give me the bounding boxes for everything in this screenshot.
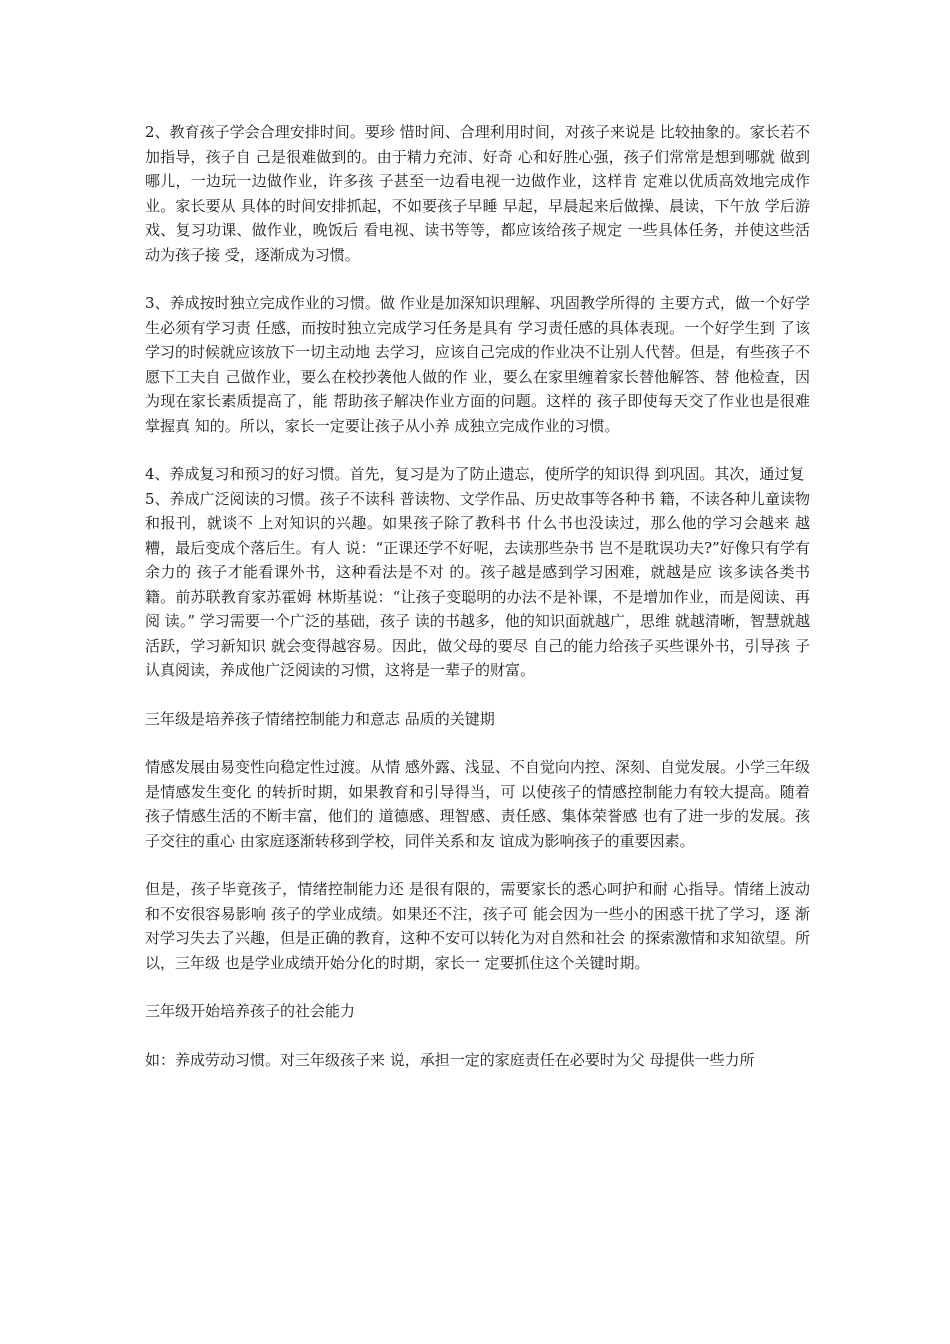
paragraph-emotion-control: 但是，孩子毕竟孩子，情绪控制能力还 是很有限的，需要家长的悉心呵护和耐 心指导。情绪上波动和不安很容易影响 孩子的学业成绩。如果还不注，孩子可 能会因为一些小的困惑干扰了学习，逐 渐对学习失去了兴趣，但是正确的教育，这种不安可以转化为对自然和社会 的探索激情和求知欲望。所以，三年级 也是学业成绩开始分化的时期，家长一 定要抓住这个关键时期。 [145,880,810,972]
paragraph-gap [145,1024,810,1048]
paragraph-labor-habit: 如：养成劳动习惯。对三年级孩子来 说，承担一定的家庭责任在必要时为父 母提供一些力所 [145,1050,755,1069]
paragraph-gap [145,683,810,707]
paragraph-gap [145,853,810,877]
paragraph-emotion-development: 情感发展由易变性向稳定性过渡。从情 感外露、浅显、不自觉向内控、深刻、自觉发展。小学三年级是情感发生变化 的转折时期，如果教育和引导得当，可 以使孩子的情感控制能力有较大提高。随着孩子情感生活的不断丰富，他们的 道德感、理智感、责任感、集体荣誉感 也有了进一步的发展。孩子交往的重心 由家庭逐渐转移到学校，同伴关系和友 谊成为影响孩子的重要因素。 [145,758,810,850]
paragraph-homework-habit: 3、养成按时独立完成作业的习惯。做 作业是加深知识理解、巩固教学所得的 主要方式，做一个好学生必须有学习责 任感，而按时独立完成学习任务是具有 学习责任感的具体表现。一个好学生到 了该学习的时候就应该放下一切主动地 去学习，应该自己完成的作业决不让别人代替。但是，有些孩子不愿下工夫自 己做作业，要么在校抄袭他人做的作 业，要么在家里缠着家长替他解答、替 他检查，因为现在家长素质提高了，能 帮助孩子解决作业方面的问题。这样的 孩子即使每天交了作业也是很难掌握真 知的。所以，家长一定要让孩子从小养 成独立完成作业的习惯。 [145,294,810,435]
document-body [145,120,810,1072]
paragraph-gap [145,438,810,462]
section-heading-social: 三年级开始培养孩子的社会能力 [145,1002,356,1020]
paragraph-time-management: 2、教育孩子学会合理安排时间。要珍 惜时间、合理利用时间，对孩子来说是 比较抽象的。家长若不加指导，孩子自 己是很难做到的。由于精力充沛、好奇 心和好胜心强，孩子们常常是想到哪就 做到哪儿，一边玩一边做作业，许多孩 子甚至一边看电视一边做作业，这样肯 定难以优质高效地完成作业。家长要从 具体的时间安排抓起，不如要孩子早睡 早起，早晨起来后做操、晨读，下午放 学后游戏、复习功课、做作业，晚饭后 看电视、读书等等，都应该给孩子规定 一些具体任务，并使这些活动为孩子接 受，逐渐成为习惯。 [145,123,810,264]
paragraph-review-habit: 4、养成复习和预习的好习惯。首先，复习是为了防止遗忘，使所学的知识得 到巩固。其次，通过复 [145,465,805,483]
paragraph-gap [145,267,810,291]
paragraph-reading-habit: 5、养成广泛阅读的习惯。孩子不读科 普读物、文学作品、历史故事等各种书 籍，不读各种儿童读物和报刊，就谈不 上对知识的兴趣。如果孩子除了教科书 什么书也没读过，那么他的学习会越来 越糟，最后变成个落后生。有人 说：“正课还学不好呢，去读那些杂书 岂不是耽误功夫?”好像只有学有余力的 孩子才能看课外书，这种看法是不对 的。孩子越是感到学习困难，就越是应 该多读各类书籍。前苏联教育家苏霍姆 林斯基说：“让孩子变聪明的办法不是补课，不是增加作业，而是阅读、再阅 读。” 学习需要一个广泛的基础，孩子 读的书越多，他的知识面就越广，思维 就越清晰，智慧就越活跃，学习新知识 就会变得越容易。因此，做父母的要尽 自己的能力给孩子买些课外书，引导孩 子认真阅读，养成他广泛阅读的习惯，这将是一辈子的财富。 [145,489,810,679]
paragraph-gap [145,731,810,755]
paragraph-gap [145,975,810,999]
section-heading-emotion: 三年级是培养孩子情绪控制能力和意志 品质的关键期 [145,709,495,728]
